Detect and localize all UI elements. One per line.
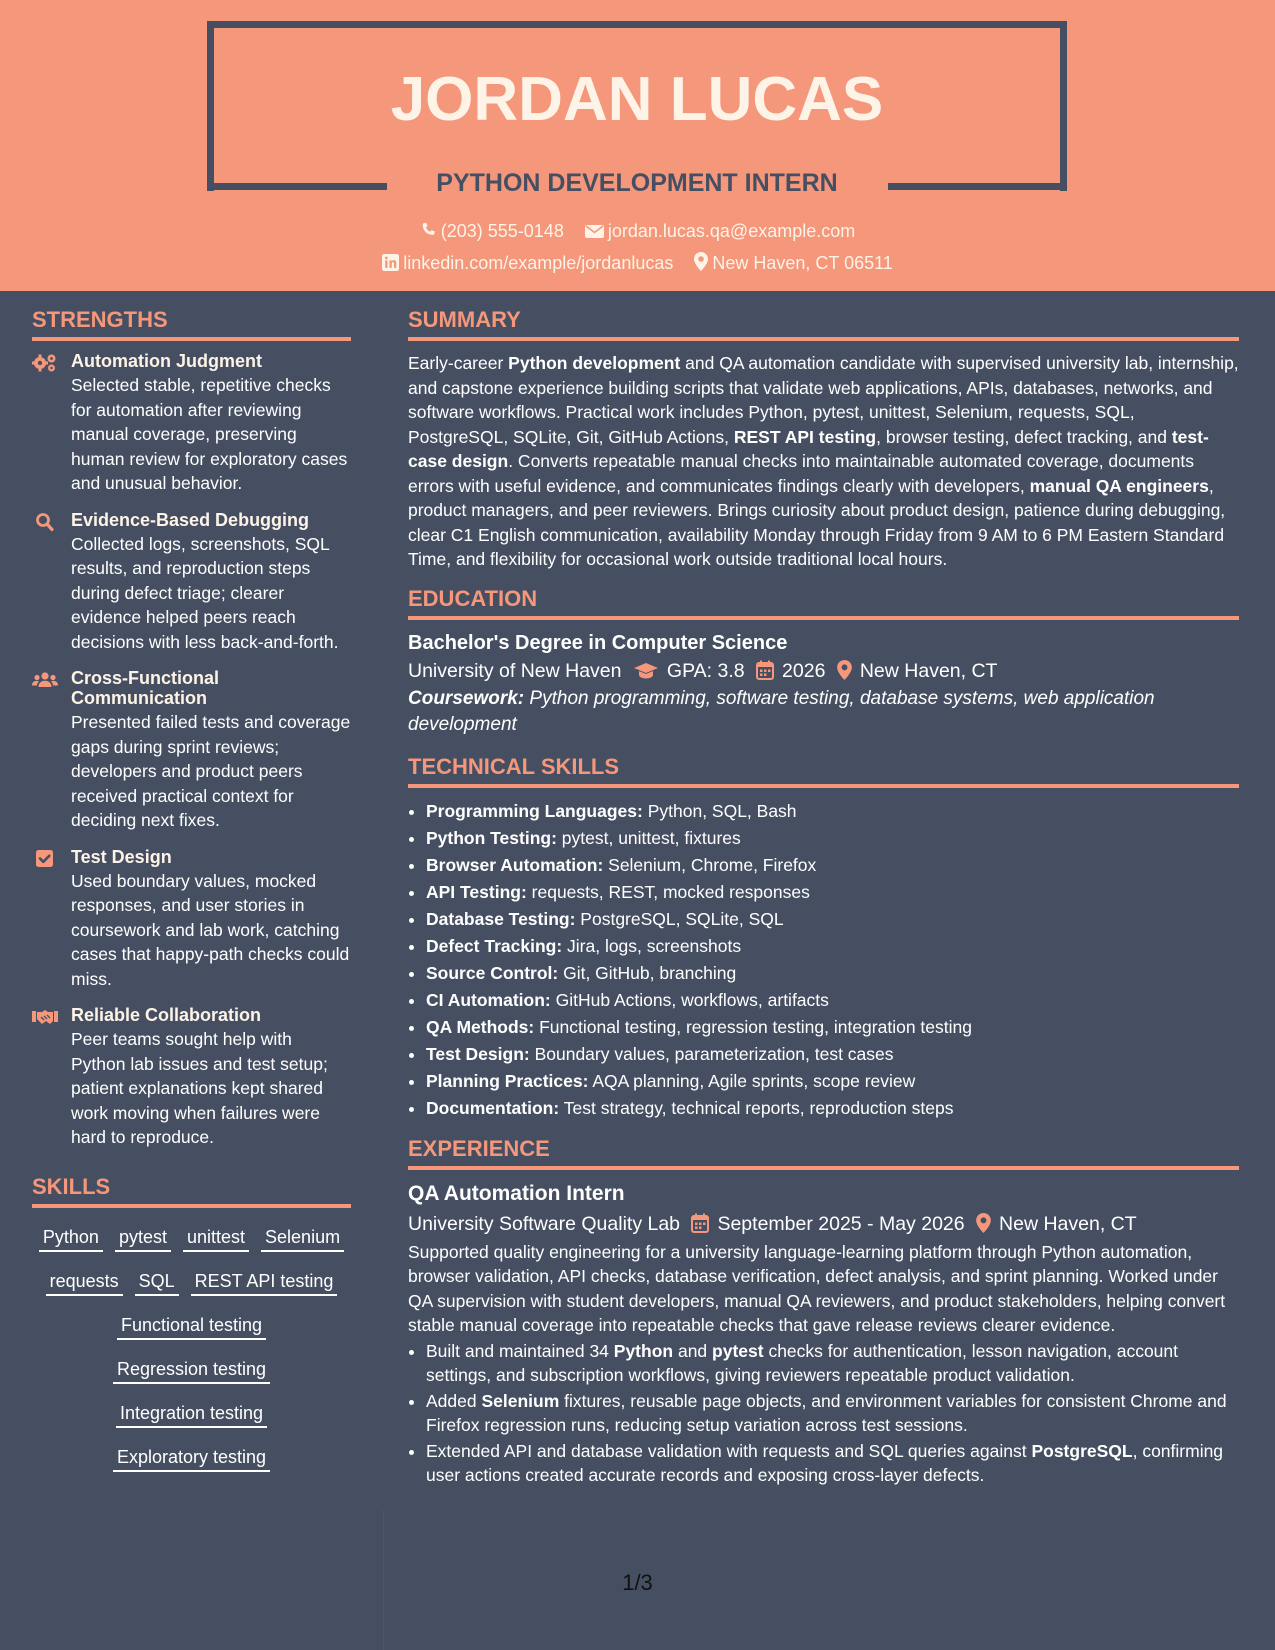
phone-icon <box>420 222 437 239</box>
strength-name: Reliable Collaboration <box>71 1005 262 1025</box>
tech-skill-item: • Browser Automation: Selenium, Chrome, Firefox <box>426 852 1239 879</box>
skills-heading: SKILLS <box>32 1170 351 1208</box>
contact-row-2 <box>0 252 1275 274</box>
envelope-icon <box>585 224 604 239</box>
tech-skill-item: • Python Testing: pytest, unittest, fixtures <box>426 825 1239 852</box>
summary-text: Early-career Python development and QA automation candidate with supervised university lab, internship, and capstone experience building scripts that validate web applications, APIs, databases, networks, and software workflows. Practical work includes Python, pytest, unittest, Selenium, requests, SQL, PostgreSQL, SQLite, Git, GitHub Actions, REST API testing, browser testing, defect tracking, and test-case design. Converts repeatable manual checks into maintainable automated coverage, documents errors with useful evidence, and communicates findings clearly with developers, manual QA engineers, product managers, and peer reviewers. Brings curiosity about product design, patience during debugging, clear C1 English communication, availability Monday through Friday from 9 AM to 6 PM Eastern Standard Time, and flexibility for occasional work outside traditional local hours. <box>408 353 1239 569</box>
school-name: University of New Haven <box>408 659 622 682</box>
checkbox-icon <box>32 849 58 869</box>
coursework-label: Coursework: <box>408 687 525 709</box>
skill-tag: Functional testing <box>117 1312 266 1340</box>
strength-item <box>32 351 351 496</box>
calendar-icon <box>756 660 774 680</box>
skill-tag: Python <box>39 1224 103 1252</box>
job-bullet: • Added Selenium fixtures, reusable page objects, and environment variables for consistent Chrome and Firefox regression runs, reducing setup variation across test sessions. <box>426 1389 1239 1438</box>
job-title: QA Automation Intern <box>408 1181 625 1205</box>
search-icon <box>32 512 58 532</box>
skill-tag: unittest <box>183 1224 249 1252</box>
tech-skill-item: • Planning Practices: AQA planning, Agile sprints, scope review <box>426 1068 1239 1095</box>
calendar-icon <box>691 1213 709 1233</box>
users-icon <box>32 670 58 690</box>
job-description: Supported quality engineering for a university language-learning platform through Python automation, browser validation, API checks, database verification, defect analysis, and sprint planning. Worked under QA supervision with student developers, manual QA reviewers, and product stakeholders, helping convert stable manual coverage into repeatable checks that gave release reviews clearer evidence. <box>408 1241 1226 1335</box>
strength-name: Cross-Functional Communication <box>71 668 220 708</box>
contact-row-1 <box>0 220 1275 242</box>
skill-tag: SQL <box>135 1268 179 1296</box>
location-text: New Haven, CT 06511 <box>712 253 893 273</box>
tech-skill-item: • Test Design: Boundary values, parameterization, test cases <box>426 1041 1239 1068</box>
email-contact[interactable] <box>585 220 855 242</box>
strength-description: Peer teams sought help with Python lab issues and test setup; patient explanations kept shared work moving when failures were hard to reproduce. <box>71 1029 328 1147</box>
skill-tag: pytest <box>115 1224 171 1252</box>
education-location: New Haven, CT <box>859 659 998 682</box>
tech-skill-item: • Documentation: Test strategy, technical reports, reproduction steps <box>426 1095 1239 1122</box>
candidate-name: JORDAN LUCAS <box>390 65 884 134</box>
education-details <box>408 656 1239 686</box>
candidate-title: PYTHON DEVELOPMENT INTERN <box>436 169 838 197</box>
coursework <box>408 686 1239 738</box>
graduation-year: 2026 <box>782 659 826 682</box>
coursework-text: Python programming, software testing, database systems, web application development <box>408 687 1155 735</box>
tech-skill-item: • Database Testing: PostgreSQL, SQLite, SQL <box>426 906 1239 933</box>
strength-description: Selected stable, repetitive checks for automation after reviewing manual coverage, preserving human review for exploratory cases and unusual behavior. <box>71 375 348 493</box>
resume-header <box>0 0 1275 291</box>
graduation-cap-icon <box>633 662 659 680</box>
strength-name: Evidence-Based Debugging <box>71 509 310 530</box>
education-heading: EDUCATION <box>408 582 1239 620</box>
map-pin-icon <box>837 660 852 680</box>
skill-tag: Integration testing <box>116 1400 267 1428</box>
strength-description: Used boundary values, mocked responses, and user stories in coursework and lab work, catching cases that happy-path checks could miss. <box>71 870 350 989</box>
tech-skill-item: • Programming Languages: Python, SQL, Bash <box>426 798 1239 825</box>
skill-tag: Selenium <box>261 1224 344 1252</box>
gears-icon <box>32 353 58 373</box>
strength-name: Automation Judgment <box>71 351 262 371</box>
left-column <box>32 303 351 1482</box>
handshake-icon <box>32 1007 58 1027</box>
skill-tag: requests <box>46 1268 123 1296</box>
map-pin-icon <box>976 1213 991 1233</box>
tech-skill-item: • CI Automation: GitHub Actions, workflows, artifacts <box>426 987 1239 1014</box>
strength-item <box>32 510 351 655</box>
strength-name: Test Design <box>71 846 172 867</box>
strengths-heading: STRENGTHS <box>32 303 351 341</box>
tech-skill-item: • QA Methods: Functional testing, regression testing, integration testing <box>426 1014 1239 1041</box>
tech-skill-item: • API Testing: requests, REST, mocked responses <box>426 879 1239 906</box>
skill-tag: REST API testing <box>191 1268 338 1296</box>
strength-description: Presented failed tests and coverage gaps during sprint reviews; developers and product peers received practical context for deciding next fixes. <box>71 712 351 830</box>
email-text: jordan.lucas.qa@example.com <box>607 221 856 241</box>
job-dates: September 2025 - May 2026 <box>717 1212 965 1235</box>
company-name: University Software Quality Lab <box>408 1212 681 1235</box>
skill-tag: Regression testing <box>113 1356 270 1384</box>
strength-item <box>32 847 351 992</box>
linkedin-text: linkedin.com/example/jordanlucas <box>403 253 674 273</box>
strength-item <box>32 1005 351 1150</box>
skill-tag: Exploratory testing <box>113 1444 270 1472</box>
linkedin-icon <box>382 254 399 271</box>
gpa-text: GPA: 3.8 <box>666 659 745 682</box>
strength-description: Collected logs, screenshots, SQL results, and reproduction steps during defect triage; clearer evidence helped peers reach decisions with less back-and-forth. <box>71 533 339 652</box>
job-bullets <box>408 1339 1239 1488</box>
job-bullet: • Extended API and database validation with requests and SQL queries against PostgreSQL, confirming user actions created accurate records and exposing cross-layer defects. <box>426 1439 1239 1488</box>
technical-skills-heading: TECHNICAL SKILLS <box>408 750 1239 788</box>
tech-skill-item: • Source Control: Git, GitHub, branching <box>426 960 1239 987</box>
phone-text: (203) 555-0148 <box>440 221 564 241</box>
job-location: New Haven, CT <box>999 1212 1137 1235</box>
right-column <box>408 303 1239 1488</box>
experience-heading: EXPERIENCE <box>408 1132 1239 1170</box>
degree-name: Bachelor's Degree in Computer Science <box>408 631 788 654</box>
job-details <box>408 1208 1239 1240</box>
job-bullet: • Built and maintained 34 Python and pytest checks for authentication, lesson navigation, account settings, and subscription workflows, giving reviewers repeatable product validation. <box>426 1339 1239 1388</box>
location-contact <box>694 252 892 274</box>
page-number: 1/3 <box>622 1570 653 1595</box>
strength-item <box>32 668 351 833</box>
phone-contact[interactable] <box>420 220 564 242</box>
technical-skills-list <box>408 798 1239 1122</box>
tech-skill-item: • Defect Tracking: Jira, logs, screenshots <box>426 933 1239 960</box>
summary-heading: SUMMARY <box>408 303 1239 341</box>
skills-list <box>32 1218 351 1482</box>
linkedin-contact[interactable] <box>382 252 673 274</box>
map-pin-icon <box>694 252 708 271</box>
